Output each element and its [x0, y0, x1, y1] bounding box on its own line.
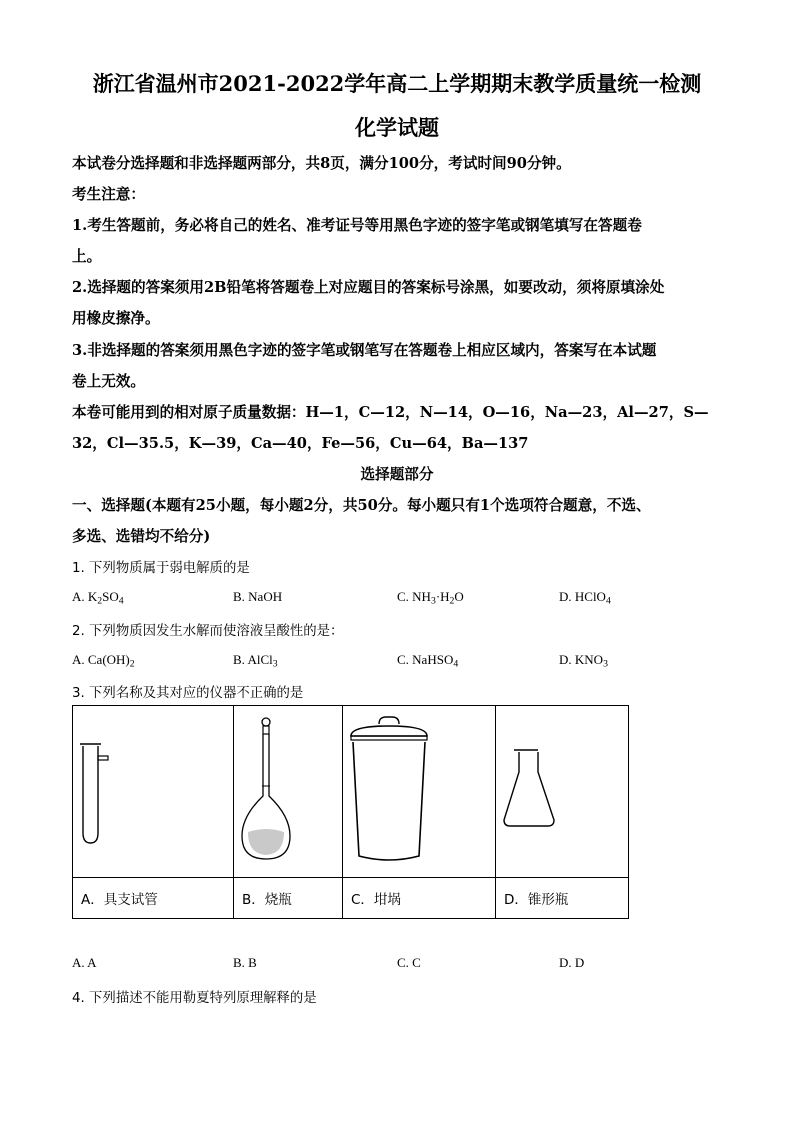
crucible-icon [343, 706, 495, 873]
q3-option-a[interactable]: A. A [72, 955, 97, 970]
notice-3a: 3.非选择题的答案须用黑色字迹的签字笔或钢笔写在答题卷上相应区域内，答案写在本试题 [72, 342, 657, 359]
q1-option-c[interactable]: C. $NH_3\cdot H_2O$ [397, 589, 464, 607]
intro-line: 本试卷分选择题和非选择题两部分，共8页，满分100分，考试时间90分钟。 [72, 155, 571, 172]
notice-heading: 考生注意： [72, 186, 145, 203]
q1-option-b[interactable]: B. NaOH [233, 589, 283, 604]
q1-option-a[interactable]: A. $K_2SO_4$ [72, 589, 124, 607]
side-arm-test-tube-icon [73, 706, 233, 873]
question-4-stem: 4. 下列描述不能用勒夏特列原理解释的是 [72, 991, 317, 1006]
page-title: 浙江省温州市2021-2022学年高二上学期期末教学质量统一检测 [92, 71, 702, 96]
q3-option-b[interactable]: B. B [233, 955, 257, 970]
page-subtitle: 化学试题 [355, 115, 439, 140]
apparatus-label-d: D．锥形瓶 [496, 878, 629, 919]
section-heading: 选择题部分 [360, 466, 434, 483]
question-1-stem: 1. 下列物质属于弱电解质的是 [72, 561, 250, 576]
question-2-stem: 2. 下列物质因发生水解而使溶液呈酸性的是： [72, 624, 344, 639]
part1-instructions-a: 一、选择题(本题有25小题，每小题2分，共50分。每小题只有1个选项符合题意，不选、 [72, 497, 651, 514]
notice-3b: 卷上无效。 [72, 373, 145, 390]
apparatus-cell-a [73, 706, 234, 878]
apparatus-cell-b [234, 706, 343, 878]
q2-option-c[interactable]: C. NaHSO$_4$ [397, 652, 459, 670]
q2-option-b[interactable]: B. AlCl$_3$ [233, 652, 278, 670]
q3-option-d[interactable]: D. D [559, 955, 585, 970]
q2-option-a[interactable]: A. $Ca(OH)_2$ [72, 652, 135, 670]
notice-1b: 上。 [72, 248, 102, 265]
apparatus-cell-c [343, 706, 496, 878]
notice-2b: 用橡皮擦净。 [72, 310, 160, 327]
part1-instructions-b: 多选、选错均不给分) [72, 528, 211, 545]
volumetric-flask-icon [234, 706, 342, 873]
apparatus-cell-d [496, 706, 629, 878]
q3-option-c[interactable]: C. C [397, 955, 421, 970]
q2-option-d[interactable]: D. $KNO_3$ [559, 652, 608, 670]
erlenmeyer-flask-icon [496, 706, 628, 873]
question-3-stem: 3. 下列名称及其对应的仪器不正确的是 [72, 686, 304, 701]
apparatus-label-b: B．烧瓶 [234, 878, 343, 919]
notice-2a: 2.选择题的答案须用2B铅笔将答题卷上对应题目的答案标号涂黑，如要改动，须将原填涂处 [72, 279, 665, 296]
atomic-mass-a: 本卷可能用到的相对原子质量数据：H—1，C—12，N—14，O—16，Na—23，Al—27，S— [72, 404, 709, 421]
apparatus-label-a: A．具支试管 [73, 878, 234, 919]
apparatus-table [72, 705, 629, 919]
q1-option-d[interactable]: D. HClO$_4$ [559, 589, 611, 607]
notice-1a: 1.考生答题前，务必将自己的姓名、准考证号等用黑色字迹的签字笔或钢笔填写在答题卷 [72, 217, 642, 234]
apparatus-label-c: C．坩埚 [343, 878, 496, 919]
atomic-mass-b: 32，Cl—35.5，K—39，Ca—40，Fe—56，Cu—64，Ba—137 [72, 435, 529, 452]
